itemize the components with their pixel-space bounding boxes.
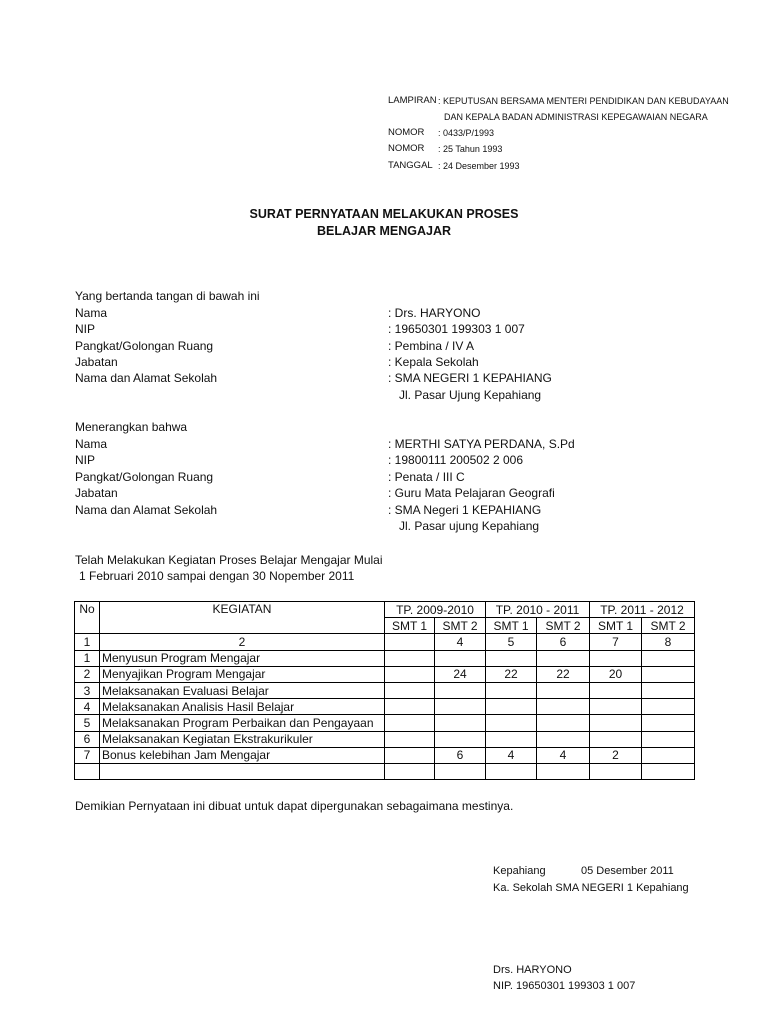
signature-name: Drs. HARYONO <box>493 964 572 976</box>
signature-position: Ka. Sekolah SMA NEGERI 1 Kepahiang <box>493 882 689 894</box>
subject-value-jabatan: : Guru Mata Pelajaran Geografi <box>388 486 555 500</box>
row-value <box>590 650 642 666</box>
table-row <box>75 666 695 682</box>
header-kegiatan: KEGIATAN <box>100 602 385 634</box>
row-value <box>435 699 486 715</box>
row-value: 4 <box>537 747 590 763</box>
row-value <box>537 763 590 779</box>
row-value <box>537 650 590 666</box>
row-value <box>642 682 695 698</box>
nomor2-value: : 25 Tahun 1993 <box>438 144 503 154</box>
row-value <box>537 731 590 747</box>
row-value <box>385 666 435 682</box>
row-value <box>537 715 590 731</box>
row-kegiatan: Melaksanakan Analisis Hasil Belajar <box>100 699 385 715</box>
row-kegiatan: Melaksanakan Kegiatan Ekstrakurikuler <box>100 731 385 747</box>
subject-label-nip: NIP <box>75 453 96 467</box>
signer-value-jabatan: : Kepala Sekolah <box>388 355 479 369</box>
row-number: 7 <box>75 747 100 763</box>
row-value <box>642 731 695 747</box>
row-number <box>75 763 100 779</box>
row-value <box>590 699 642 715</box>
row-kegiatan <box>100 763 385 779</box>
header-no: No <box>75 602 100 634</box>
subject-label-nama: Nama <box>75 437 108 451</box>
row-value <box>642 763 695 779</box>
row-value <box>590 763 642 779</box>
nomor2-label: NOMOR <box>388 143 425 154</box>
row-value <box>642 747 695 763</box>
signer-label-nama: Nama <box>75 306 108 320</box>
table-row <box>75 747 695 763</box>
row-value <box>486 699 537 715</box>
row-value <box>385 763 435 779</box>
signer-value-nip: : 19650301 199303 1 007 <box>388 322 525 336</box>
row-value <box>385 682 435 698</box>
row-kegiatan: Bonus kelebihan Jam Mengajar <box>100 747 385 763</box>
index-cell: 7 <box>590 634 642 650</box>
row-value <box>385 715 435 731</box>
header-year-1: TP. 2009-2010 <box>385 602 486 618</box>
row-value: 22 <box>537 666 590 682</box>
table-row <box>75 682 695 698</box>
header-semester: SMT 1 <box>486 618 537 634</box>
tanggal-label: TANGGAL <box>388 160 433 171</box>
subject-value-pangkat: : Penata / III C <box>388 470 465 484</box>
row-value <box>590 715 642 731</box>
lampiran-line1: : KEPUTUSAN BERSAMA MENTERI PENDIDIKAN DAN KEBUDAYAAN <box>438 96 729 106</box>
row-value <box>385 731 435 747</box>
header-semester: SMT 2 <box>435 618 486 634</box>
table-header-row <box>75 602 695 618</box>
row-value: 4 <box>486 747 537 763</box>
subject-value-nama: : MERTHI SATYA PERDANA, S.Pd <box>388 437 575 451</box>
subject-value-nip: : 19800111 200502 2 006 <box>388 453 524 467</box>
subject-label-jabatan: Jabatan <box>75 486 118 500</box>
table-index-row <box>75 634 695 650</box>
index-cell: 1 <box>75 634 100 650</box>
index-cell: 4 <box>435 634 486 650</box>
table-row <box>75 699 695 715</box>
closing-statement: Demikian Pernyataan ini dibuat untuk dapat dipergunakan sebagaimana mestinya. <box>75 799 514 813</box>
row-value <box>486 763 537 779</box>
index-cell: 5 <box>486 634 537 650</box>
row-value <box>486 682 537 698</box>
nomor1-value: : 0433/P/1993 <box>438 128 495 138</box>
row-number: 5 <box>75 715 100 731</box>
table-body <box>75 650 695 780</box>
header-semester: SMT 2 <box>642 618 695 634</box>
table-row <box>75 650 695 666</box>
row-value <box>486 650 537 666</box>
document-title-line2: BELAJAR MENGAJAR <box>316 224 452 238</box>
row-value <box>486 715 537 731</box>
signer-value-nama: : Drs. HARYONO <box>388 306 481 320</box>
table-row <box>75 715 695 731</box>
signer-address: Jl. Pasar Ujung Kepahiang <box>399 388 542 402</box>
document-title-line1: SURAT PERNYATAAN MELAKUKAN PROSES <box>249 207 519 221</box>
row-value <box>590 731 642 747</box>
signer-label-nip: NIP <box>75 322 96 336</box>
signer-label-sekolah: Nama dan Alamat Sekolah <box>75 371 218 385</box>
row-number: 3 <box>75 682 100 698</box>
signature-place: Kepahiang <box>493 865 546 877</box>
row-value <box>435 731 486 747</box>
subject-intro: Menerangkan bahwa <box>75 420 188 434</box>
row-value <box>537 682 590 698</box>
index-cell: 6 <box>537 634 590 650</box>
row-value: 20 <box>590 666 642 682</box>
subject-value-sekolah: : SMA Negeri 1 KEPAHIANG <box>388 503 542 517</box>
row-kegiatan: Menyusun Program Mengajar <box>100 650 385 666</box>
index-cell: 8 <box>642 634 695 650</box>
row-value <box>642 699 695 715</box>
table-row <box>75 763 695 779</box>
row-value: 22 <box>486 666 537 682</box>
subject-label-pangkat: Pangkat/Golongan Ruang <box>75 470 214 484</box>
signer-value-sekolah: : SMA NEGERI 1 KEPAHIANG <box>388 371 552 385</box>
nomor1-label: NOMOR <box>388 127 425 138</box>
row-value <box>385 650 435 666</box>
period-line1: Telah Melakukan Kegiatan Proses Belajar Mengajar Mulai <box>75 553 383 567</box>
lampiran-line2: DAN KEPALA BADAN ADMINISTRASI KEPEGAWAIAN NEGARA <box>444 112 708 122</box>
kegiatan-table <box>74 601 695 780</box>
row-value <box>435 682 486 698</box>
row-value <box>537 699 590 715</box>
tanggal-value: : 24 Desember 1993 <box>438 161 520 171</box>
table-row <box>75 731 695 747</box>
row-value: 6 <box>435 747 486 763</box>
row-number: 6 <box>75 731 100 747</box>
row-value <box>642 666 695 682</box>
lampiran-label: LAMPIRAN <box>388 95 437 106</box>
row-value: 2 <box>590 747 642 763</box>
row-number: 1 <box>75 650 100 666</box>
row-kegiatan: Menyajikan Program Mengajar <box>100 666 385 682</box>
period-line2: 1 Februari 2010 sampai dengan 30 Nopember 2011 <box>79 569 355 583</box>
row-kegiatan: Melaksanakan Program Perbaikan dan Pengayaan <box>100 715 385 731</box>
signer-label-jabatan: Jabatan <box>75 355 118 369</box>
row-value <box>486 731 537 747</box>
row-value <box>590 682 642 698</box>
index-cell <box>385 634 435 650</box>
row-value: 24 <box>435 666 486 682</box>
row-number: 4 <box>75 699 100 715</box>
row-value <box>435 650 486 666</box>
row-value <box>385 699 435 715</box>
header-year-2: TP. 2010 - 2011 <box>486 602 590 618</box>
header-year-3: TP. 2011 - 2012 <box>590 602 695 618</box>
row-number: 2 <box>75 666 100 682</box>
signer-value-pangkat: : Pembina / IV A <box>388 339 475 353</box>
subject-label-sekolah: Nama dan Alamat Sekolah <box>75 503 218 517</box>
row-value <box>435 763 486 779</box>
row-value <box>385 747 435 763</box>
header-semester: SMT 2 <box>537 618 590 634</box>
row-value <box>642 650 695 666</box>
header-semester: SMT 1 <box>385 618 435 634</box>
index-cell: 2 <box>100 634 385 650</box>
signature-date: 05 Desember 2011 <box>581 865 674 877</box>
signature-nip: NIP. 19650301 199303 1 007 <box>493 980 636 992</box>
row-value <box>642 715 695 731</box>
row-value <box>435 715 486 731</box>
row-kegiatan: Melaksanakan Evaluasi Belajar <box>100 682 385 698</box>
signer-intro: Yang bertanda tangan di bawah ini <box>75 289 260 303</box>
header-semester: SMT 1 <box>590 618 642 634</box>
subject-address: Jl. Pasar ujung Kepahiang <box>399 519 540 533</box>
signer-label-pangkat: Pangkat/Golongan Ruang <box>75 339 214 353</box>
